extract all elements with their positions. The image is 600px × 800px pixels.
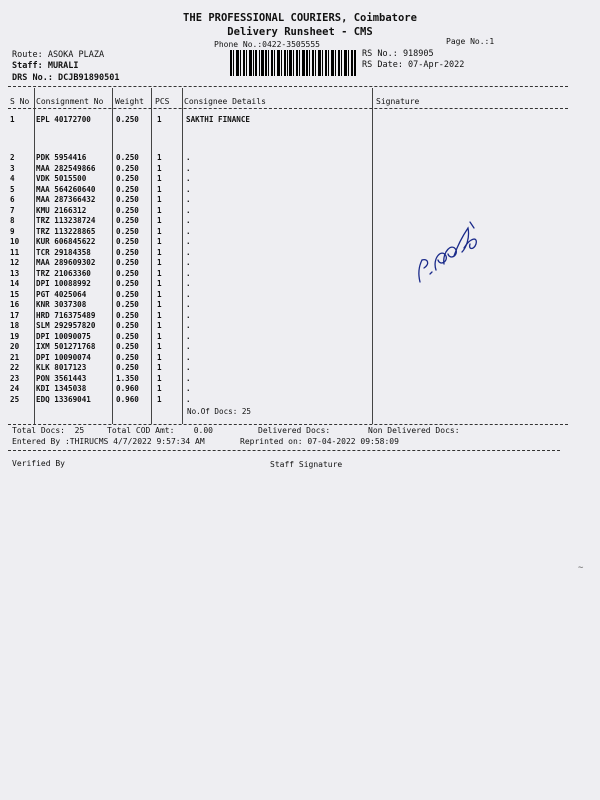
cell-sno: 13 bbox=[10, 268, 20, 278]
page-number: Page No.:1 bbox=[446, 37, 495, 46]
col-header-pcs: PCS bbox=[155, 97, 170, 106]
cell-pcs: 1 bbox=[157, 352, 162, 362]
cell-sno: 6 bbox=[10, 195, 15, 204]
col-header-consignment: Consignment No bbox=[36, 97, 104, 106]
handwritten-signature bbox=[408, 208, 498, 288]
no-of-docs: No.Of Docs: 25 bbox=[187, 407, 252, 416]
rs-number: RS No.: 918905 bbox=[362, 49, 434, 59]
cell-sno: 7 bbox=[10, 205, 15, 215]
cell-pcs: 1 bbox=[157, 226, 162, 236]
cell-pcs: 1 bbox=[157, 205, 162, 215]
cell-consignee-details: SAKTHI FINANCE bbox=[186, 115, 251, 124]
non-delivered-docs: Non Delivered Docs: bbox=[368, 426, 460, 435]
cell-sno: 14 bbox=[10, 279, 20, 288]
divider bbox=[8, 450, 560, 451]
cell-consignee-details: . bbox=[186, 289, 191, 299]
column-separator bbox=[112, 88, 113, 424]
cell-weight: 1.350 bbox=[116, 373, 139, 383]
staff-label: Staff: MURALI bbox=[12, 61, 79, 71]
col-header-consignee: Consignee Details bbox=[184, 97, 266, 106]
cell-weight: 0.250 bbox=[116, 205, 139, 215]
cell-sno: 23 bbox=[10, 373, 20, 383]
cell-consignment-no: TCR 29184358 bbox=[36, 247, 91, 257]
cell-weight: 0.250 bbox=[116, 247, 139, 257]
cell-consignee-details: . bbox=[186, 226, 191, 236]
cell-consignment-no: HRD 716375489 bbox=[36, 310, 96, 320]
column-separator bbox=[151, 88, 152, 424]
cell-consignment-no: SLM 292957820 bbox=[36, 321, 96, 330]
cell-pcs: 1 bbox=[157, 174, 162, 183]
drs-number: DRS No.: DCJB91890501 bbox=[12, 73, 120, 83]
cell-consignee-details: . bbox=[186, 247, 191, 257]
cell-consignment-no: KMU 2166312 bbox=[36, 205, 87, 215]
col-header-sno: S No bbox=[10, 97, 30, 106]
cell-consignee-details: . bbox=[186, 321, 191, 330]
cell-sno: 5 bbox=[10, 184, 15, 194]
column-separator bbox=[34, 88, 35, 424]
cell-consignment-no: MAA 289609302 bbox=[36, 258, 96, 267]
cell-weight: 0.250 bbox=[116, 331, 139, 341]
cell-pcs: 1 bbox=[157, 153, 162, 162]
cell-pcs: 1 bbox=[157, 268, 162, 278]
col-header-weight: Weight bbox=[115, 97, 144, 106]
cell-sno: 25 bbox=[10, 394, 20, 404]
cell-weight: 0.250 bbox=[116, 195, 139, 204]
cell-pcs: 1 bbox=[157, 163, 162, 173]
cell-consignee-details: . bbox=[186, 205, 191, 215]
cell-pcs: 1 bbox=[157, 363, 162, 372]
cell-sno: 15 bbox=[10, 289, 20, 299]
cell-consignment-no: EPL 40172700 bbox=[36, 115, 91, 124]
cell-pcs: 1 bbox=[157, 247, 162, 257]
total-cod-amount: Total COD Amt: 0.00 bbox=[107, 426, 213, 435]
cell-pcs: 1 bbox=[157, 289, 162, 299]
cell-consignment-no: PGT 4025064 bbox=[36, 289, 87, 299]
cell-weight: 0.250 bbox=[116, 115, 139, 124]
cell-pcs: 1 bbox=[157, 258, 162, 267]
cell-consignee-details: . bbox=[186, 373, 191, 383]
cell-consignment-no: MAA 282549866 bbox=[36, 163, 96, 173]
cell-weight: 0.250 bbox=[116, 342, 139, 351]
cell-sno: 1 bbox=[10, 115, 15, 124]
cell-consignee-details: . bbox=[186, 310, 191, 320]
scan-mark: ∼ bbox=[578, 563, 584, 573]
cell-consignee-details: . bbox=[186, 363, 191, 372]
cell-sno: 18 bbox=[10, 321, 20, 330]
cell-pcs: 1 bbox=[157, 342, 162, 351]
divider bbox=[8, 424, 568, 425]
cell-consignment-no: MAA 564260640 bbox=[36, 184, 96, 194]
cell-consignee-details: . bbox=[186, 394, 191, 404]
cell-sno: 17 bbox=[10, 310, 20, 320]
cell-pcs: 1 bbox=[157, 184, 162, 194]
cell-consignment-no: KLK 8017123 bbox=[36, 363, 87, 372]
rs-date: RS Date: 07-Apr-2022 bbox=[362, 60, 465, 70]
cell-consignment-no: DPI 10088992 bbox=[36, 279, 91, 288]
cell-consignment-no: KDI 1345038 bbox=[36, 384, 87, 393]
cell-pcs: 1 bbox=[157, 279, 162, 288]
divider bbox=[8, 108, 568, 109]
entered-by: Entered By :THIRUCMS 4/7/2022 9:57:34 AM bbox=[12, 437, 205, 446]
cell-consignee-details: . bbox=[186, 184, 191, 194]
cell-weight: 0.250 bbox=[116, 310, 139, 320]
cell-sno: 20 bbox=[10, 342, 20, 351]
phone-number: Phone No.:0422-3505555 bbox=[214, 40, 320, 49]
cell-weight: 0.250 bbox=[116, 153, 139, 162]
cell-weight: 0.250 bbox=[116, 352, 139, 362]
cell-consignment-no: KUR 606845622 bbox=[36, 237, 96, 246]
cell-consignee-details: . bbox=[186, 195, 191, 204]
column-separator bbox=[182, 88, 183, 424]
cell-consignee-details: . bbox=[186, 300, 191, 309]
cell-weight: 0.250 bbox=[116, 279, 139, 288]
cell-consignee-details: . bbox=[186, 352, 191, 362]
cell-sno: 16 bbox=[10, 300, 20, 309]
cell-consignee-details: . bbox=[186, 258, 191, 267]
staff-signature: Staff Signature bbox=[270, 460, 343, 469]
company-title: THE PROFESSIONAL COURIERS, Coimbatore bbox=[183, 12, 417, 24]
cell-consignee-details: . bbox=[186, 153, 191, 162]
cell-sno: 11 bbox=[10, 247, 20, 257]
cell-consignment-no: EDQ 13369041 bbox=[36, 394, 91, 404]
cell-weight: 0.250 bbox=[116, 163, 139, 173]
divider bbox=[8, 86, 568, 87]
reprinted-on: Reprinted on: 07-04-2022 09:58:09 bbox=[240, 437, 399, 446]
cell-weight: 0.250 bbox=[116, 226, 139, 236]
cell-sno: 2 bbox=[10, 153, 15, 162]
cell-weight: 0.250 bbox=[116, 321, 139, 330]
route-label: Route: ASOKA PLAZA bbox=[12, 50, 105, 60]
cell-pcs: 1 bbox=[157, 394, 162, 404]
cell-pcs: 1 bbox=[157, 195, 162, 204]
cell-weight: 0.250 bbox=[116, 268, 139, 278]
document-subtitle: Delivery Runsheet - CMS bbox=[227, 26, 373, 38]
cell-weight: 0.960 bbox=[116, 384, 139, 393]
cell-consignment-no: MAA 287366432 bbox=[36, 195, 96, 204]
cell-consignee-details: . bbox=[186, 342, 191, 351]
cell-consignment-no: PON 3561443 bbox=[36, 373, 87, 383]
cell-pcs: 1 bbox=[157, 331, 162, 341]
cell-sno: 8 bbox=[10, 216, 15, 225]
cell-consignee-details: . bbox=[186, 331, 191, 341]
cell-pcs: 1 bbox=[157, 373, 162, 383]
cell-weight: 0.250 bbox=[116, 237, 139, 246]
cell-weight: 0.250 bbox=[116, 363, 139, 372]
cell-pcs: 1 bbox=[157, 115, 162, 124]
cell-pcs: 1 bbox=[157, 300, 162, 309]
cell-consignment-no: PDK 5954416 bbox=[36, 153, 87, 162]
cell-sno: 12 bbox=[10, 258, 20, 267]
cell-consignment-no: TRZ 113238724 bbox=[36, 216, 96, 225]
cell-consignment-no: DPI 10090075 bbox=[36, 331, 91, 341]
cell-pcs: 1 bbox=[157, 384, 162, 393]
cell-consignment-no: IXM 501271768 bbox=[36, 342, 96, 351]
cell-weight: 0.250 bbox=[116, 216, 139, 225]
delivered-docs: Delivered Docs: bbox=[258, 426, 331, 435]
cell-weight: 0.960 bbox=[116, 394, 139, 404]
col-header-signature: Signature bbox=[376, 97, 420, 106]
cell-sno: 4 bbox=[10, 174, 15, 183]
cell-sno: 21 bbox=[10, 352, 20, 362]
cell-consignment-no: TRZ 21063360 bbox=[36, 268, 91, 278]
cell-sno: 19 bbox=[10, 331, 20, 341]
cell-consignee-details: . bbox=[186, 216, 191, 225]
cell-consignment-no: VDK 5015500 bbox=[36, 174, 87, 183]
column-separator bbox=[372, 88, 373, 424]
cell-sno: 3 bbox=[10, 163, 15, 173]
cell-sno: 10 bbox=[10, 237, 20, 246]
barcode-image bbox=[230, 50, 356, 76]
cell-weight: 0.250 bbox=[116, 174, 139, 183]
cell-weight: 0.250 bbox=[116, 258, 139, 267]
cell-consignee-details: . bbox=[186, 174, 191, 183]
cell-consignee-details: . bbox=[186, 279, 191, 288]
cell-sno: 24 bbox=[10, 384, 20, 393]
total-docs: Total Docs: 25 bbox=[12, 426, 85, 435]
cell-weight: 0.250 bbox=[116, 289, 139, 299]
cell-consignee-details: . bbox=[186, 384, 191, 393]
cell-pcs: 1 bbox=[157, 321, 162, 330]
cell-consignee-details: . bbox=[186, 268, 191, 278]
cell-sno: 9 bbox=[10, 226, 15, 236]
cell-sno: 22 bbox=[10, 363, 20, 372]
cell-pcs: 1 bbox=[157, 310, 162, 320]
cell-weight: 0.250 bbox=[116, 184, 139, 194]
cell-consignment-no: KNR 3037308 bbox=[36, 300, 87, 309]
cell-consignee-details: . bbox=[186, 163, 191, 173]
cell-consignment-no: DPI 10090074 bbox=[36, 352, 91, 362]
cell-consignment-no: TRZ 113228865 bbox=[36, 226, 96, 236]
cell-consignee-details: . bbox=[186, 237, 191, 246]
verified-by: Verified By bbox=[12, 459, 65, 468]
cell-weight: 0.250 bbox=[116, 300, 139, 309]
cell-pcs: 1 bbox=[157, 237, 162, 246]
cell-pcs: 1 bbox=[157, 216, 162, 225]
